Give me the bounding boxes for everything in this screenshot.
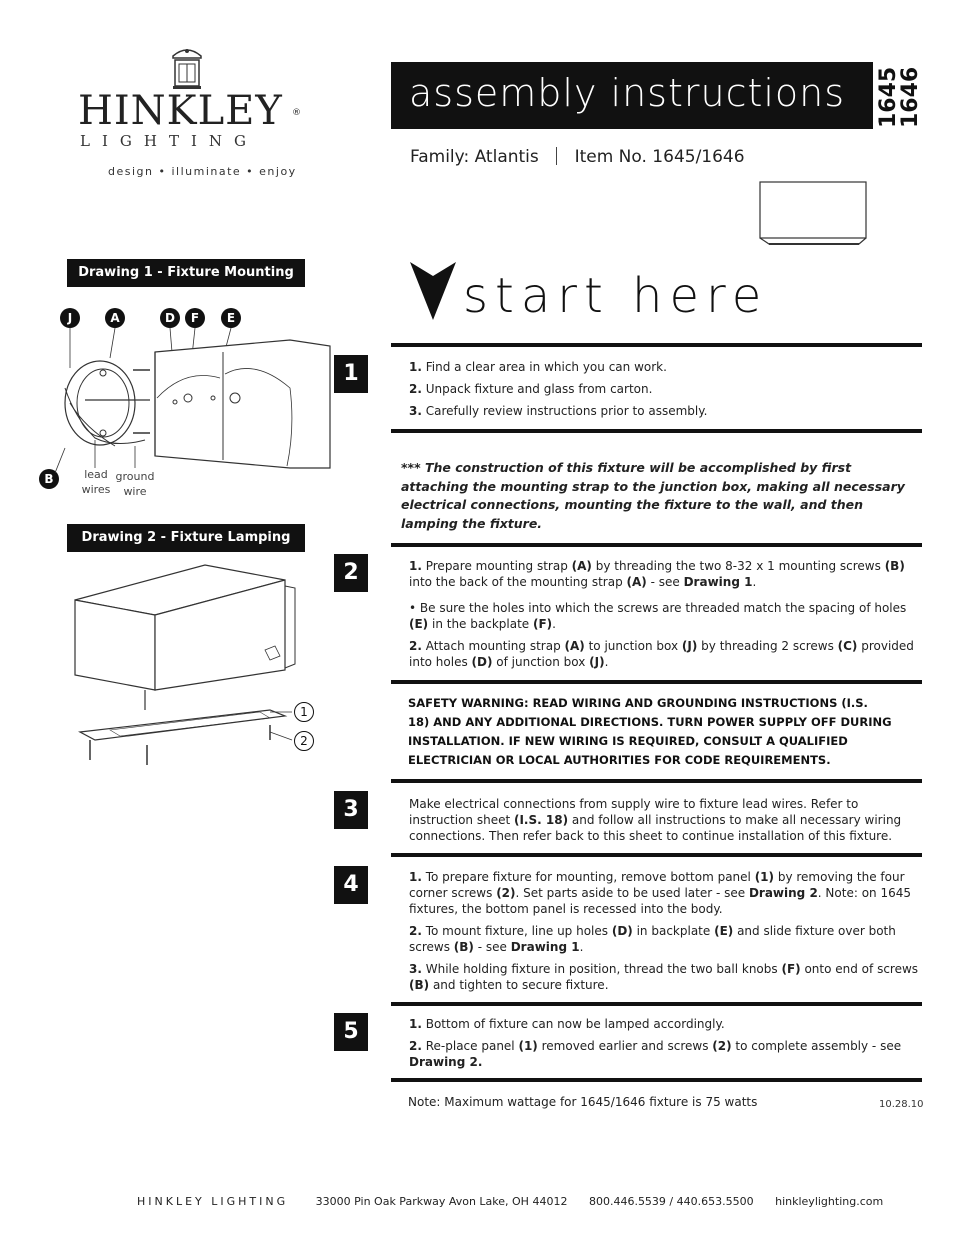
product-thumbnail [755, 178, 873, 250]
step-4-text: 1. To prepare fixture for mounting, remove bottom panel (1) by removing the four corner screws (2). Set parts aside to be used later - see Drawing 2. Note: on 1645 fixtures, the bottom panel is recessed into the body. 2. To mount fixture, line up holes (D) in backplate (E) and slide fixture over both screws (B) - see Drawing 1. 3. While holding fixture in position, thread the two ball knobs (F) onto end of screws (B) and tighten to secure fixture. [409, 870, 919, 992]
drawing-1-illustration [55, 328, 335, 473]
footer-address: 33000 Pin Oak Parkway Avon Lake, OH 44012 [315, 1195, 568, 1208]
item-number-2: 1646 [898, 66, 923, 128]
step-1-text [409, 359, 914, 425]
rule-4 [391, 680, 922, 684]
ground-wire-label: ground wire [115, 470, 155, 498]
start-arrow-icon [410, 262, 456, 322]
title-bar [391, 62, 873, 129]
callout-e: E [221, 308, 241, 328]
start-here-heading: start here [463, 268, 769, 324]
construction-note: *** The construction of this fixture will be accomplished by first attaching the mounting strap to the junction box, making all necessary electrical connections, mounting the fixture to the wall, and then lamping the fixture. [401, 460, 905, 531]
callout-2: 2 [294, 731, 314, 751]
step-5-number: 5 [334, 1013, 368, 1051]
rule-2 [391, 429, 922, 433]
step-1-number: 1 [334, 355, 368, 393]
brand-name: HINKLEY [78, 88, 283, 134]
callout-j: J [60, 308, 80, 328]
rule-1 [391, 343, 922, 347]
brand-tagline: design • illuminate • enjoy [108, 165, 297, 178]
separator [556, 147, 557, 165]
rule-5 [391, 779, 922, 783]
step-1-item: 2. Unpack fixture and glass from carton. [409, 382, 653, 396]
callout-a: A [105, 308, 125, 328]
rule-6 [391, 853, 922, 857]
brand-logo [70, 42, 310, 182]
step-2-text: 1. Prepare mounting strap (A) by threading the two 8-32 x 1 mounting screws (B) into the back of the mounting strap (A) - see Drawing 1. • Be sure the holes into which the screws are threaded match the spacing of holes (E) in the backplate (F). 2. Attach mounting strap (A) to junction box (J) by threading 2 screws (C) provided into holes (D) of junction box (J). [409, 559, 914, 669]
callout-f: F [185, 308, 205, 328]
step-3-number: 3 [334, 791, 368, 829]
footer-phone: 800.446.5539 / 440.653.5500 [588, 1195, 754, 1208]
footer-company: HINKLEY LIGHTING [137, 1195, 289, 1208]
footer-website[interactable]: hinkleylighting.com [775, 1195, 884, 1208]
item-number-1: 1645 [876, 66, 901, 128]
footer [137, 1195, 883, 1208]
registered-mark: ® [292, 108, 301, 118]
revision-date: 10.28.10 [879, 1099, 924, 1110]
page-title: assembly instructions [409, 71, 846, 115]
drawing-1-label: Drawing 1 - Fixture Mounting [67, 259, 305, 287]
lead-wires-label: lead wires [81, 468, 111, 496]
family-line [410, 147, 745, 167]
callout-1: 1 [294, 702, 314, 722]
lantern-emblem-icon [165, 42, 209, 92]
brand-sub: LIGHTING [80, 132, 258, 150]
rule-8 [391, 1078, 922, 1082]
step-1-item: 3. Carefully review instructions prior to assembly. [409, 404, 708, 418]
callout-d: D [160, 308, 180, 328]
drawing-2-illustration [70, 560, 300, 770]
item-label: Item No. 1645/1646 [574, 147, 745, 167]
step-1-item: 1. Find a clear area in which you can work. [409, 360, 667, 374]
rule-3 [391, 543, 922, 547]
drawing-2-label: Drawing 2 - Fixture Lamping [67, 524, 305, 552]
step-3-text: Make electrical connections from supply wire to fixture lead wires. Refer to instruction sheet (I.S. 18) and follow all instructions to make all necessary wiring connections. Then refer back to this sheet to continue installation of this fixture. [409, 797, 902, 843]
family-label: Family: Atlantis [410, 147, 539, 167]
callout-b: B [39, 469, 59, 489]
rule-7 [391, 1002, 922, 1006]
item-number-vertical [878, 68, 938, 128]
step-4-number: 4 [334, 866, 368, 904]
wattage-note: Note: Maximum wattage for 1645/1646 fixture is 75 watts [408, 1095, 758, 1109]
safety-warning: SAFETY WARNING: READ WIRING AND GROUNDING INSTRUCTIONS (I.S. 18) AND ANY ADDITIONAL DIRECTIONS. TURN POWER SUPPLY OFF DURING INSTALLATION. IF NEW WIRING IS REQUIRED, CONSULT A QUALIFIED ELECTRICIAN OR LOCAL AUTHORITIES FOR CODE REQUIREMENTS. [408, 696, 892, 767]
step-2-number: 2 [334, 554, 368, 592]
step-5-text: 1. Bottom of fixture can now be lamped accordingly. 2. Re-place panel (1) removed earlier and screws (2) to complete assembly - see Drawing 2. [409, 1017, 902, 1069]
